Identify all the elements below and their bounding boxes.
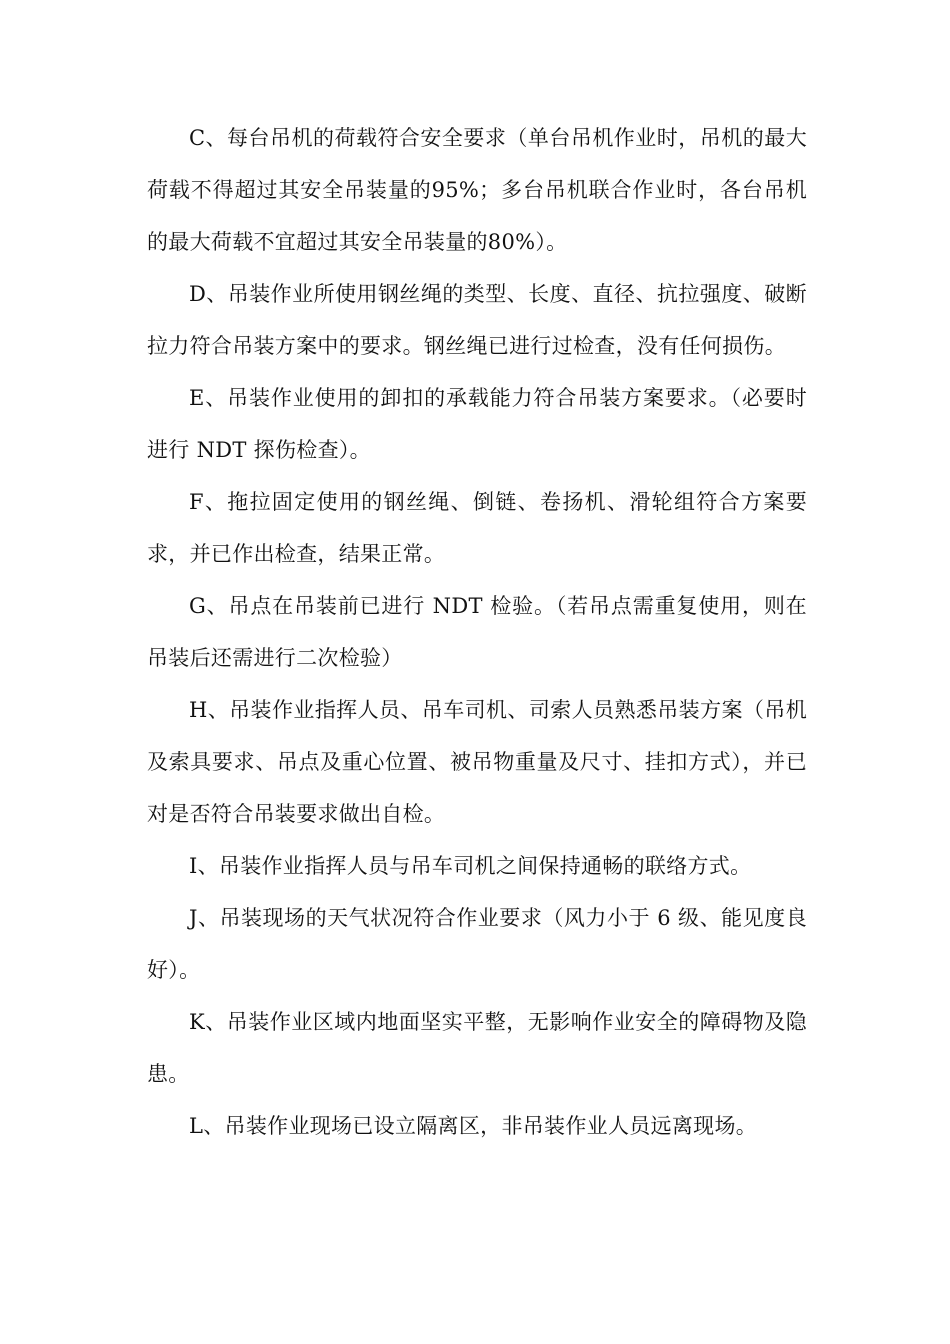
paragraph-j: J、吊装现场的天气状况符合作业要求（风力小于 6 级、能见度良好）。 bbox=[147, 906, 807, 982]
paragraph-g: G、吊点在吊装前已进行 NDT 检验。（若吊点需重复使用，则在吊装后还需进行二次检验） bbox=[147, 594, 807, 670]
paragraph-l: L、吊装作业现场已设立隔离区，非吊装作业人员远离现场。 bbox=[189, 1114, 758, 1138]
paragraph-f: F、拖拉固定使用的钢丝绳、倒链、卷扬机、滑轮组符合方案要求，并已作出检查，结果正常。 bbox=[147, 490, 807, 566]
paragraph-k: K、吊装作业区域内地面坚实平整，无影响作业安全的障碍物及隐患。 bbox=[147, 1010, 807, 1086]
paragraph-d: D、吊装作业所使用钢丝绳的类型、长度、直径、抗拉强度、破断拉力符合吊装方案中的要求。钢丝绳已进行过检查，没有任何损伤。 bbox=[147, 282, 807, 358]
document-page bbox=[147, 112, 807, 1152]
paragraph-i: I、吊装作业指挥人员与吊车司机之间保持通畅的联络方式。 bbox=[189, 854, 752, 878]
paragraph-h: H、吊装作业指挥人员、吊车司机、司索人员熟悉吊装方案（吊机及索具要求、吊点及重心位置、被吊物重量及尺寸、挂扣方式），并已对是否符合吊装要求做出自检。 bbox=[147, 698, 807, 826]
paragraph-e: E、吊装作业使用的卸扣的承载能力符合吊装方案要求。（必要时进行 NDT 探伤检查）。 bbox=[147, 386, 807, 462]
paragraph-c: C、每台吊机的荷载符合安全要求（单台吊机作业时，吊机的最大荷载不得超过其安全吊装量的95%；多台吊机联合作业时，各台吊机的最大荷载不宜超过其安全吊装量的80%）。 bbox=[147, 126, 807, 254]
